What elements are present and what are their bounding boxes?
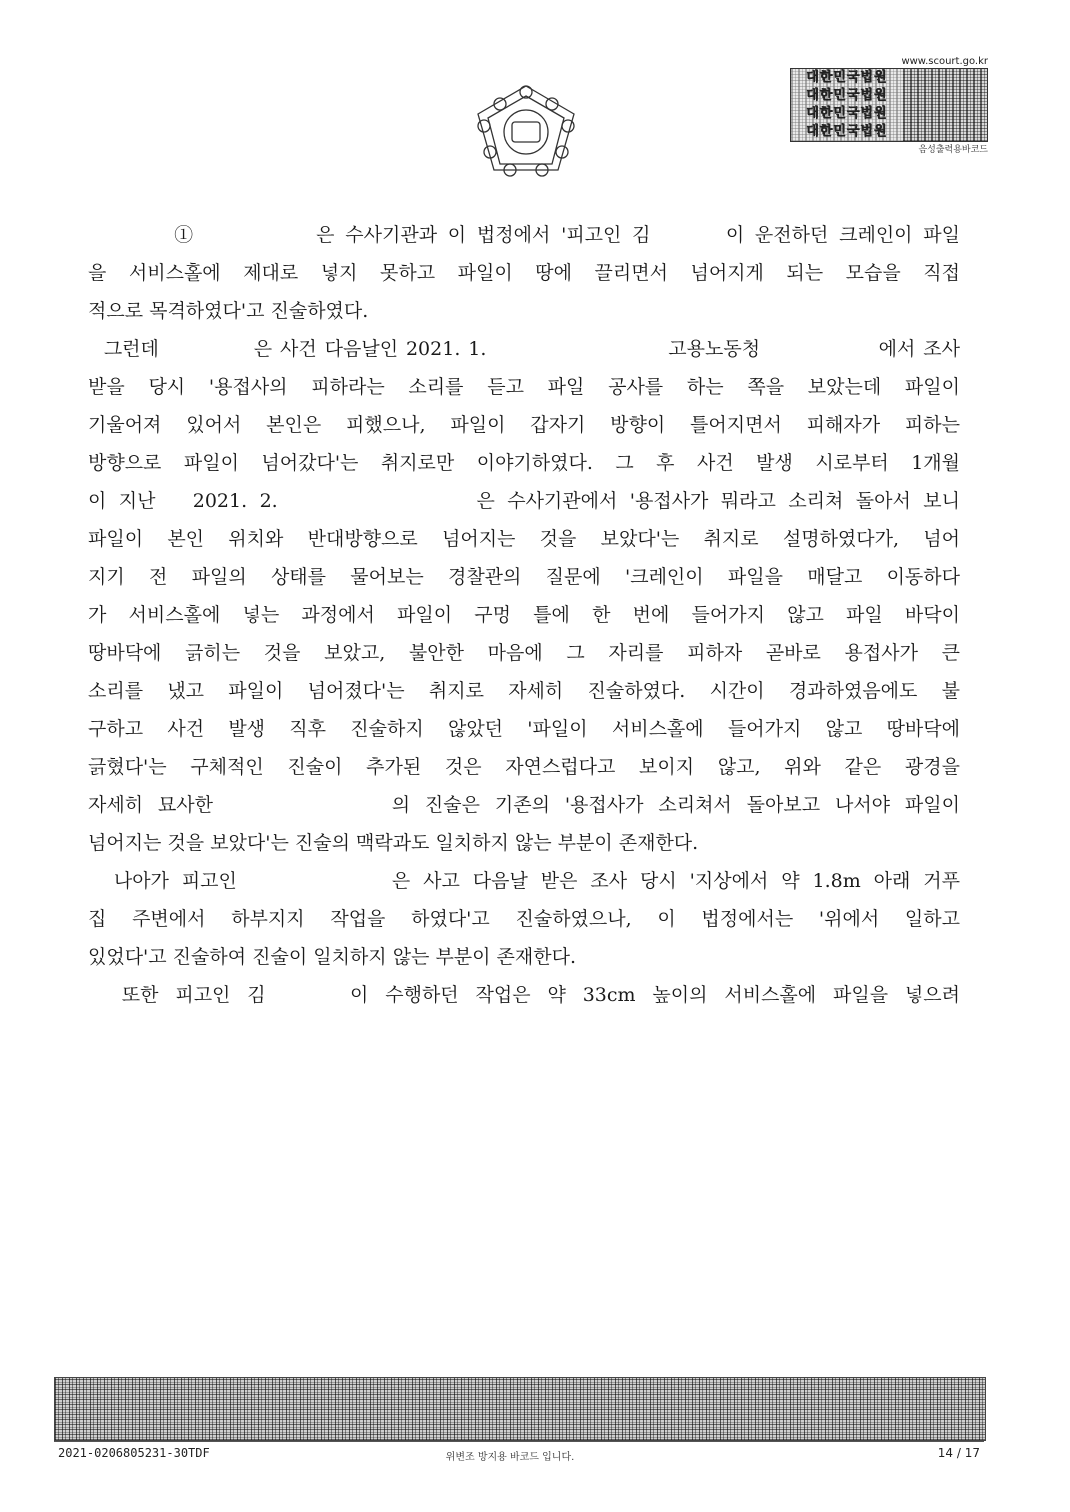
page-number: 14 / 17 xyxy=(937,1446,980,1460)
text-line: 긁혔다'는 구체적인 진술이 추가된 것은 자연스럽다고 보이지 않고, 위와 같은 광경을 xyxy=(88,756,960,778)
text-line: 있었다'고 진술하여 진술이 일치하지 않는 부분이 존재한다. xyxy=(88,946,576,968)
text-line: 파일이 본인 위치와 반대방향으로 넘어지는 것을 보았다'는 취지로 설명하였다가, 넘어 xyxy=(88,528,960,550)
footer-divider xyxy=(54,1441,984,1442)
paragraph-witness-statement xyxy=(88,216,960,330)
court-seal-icon xyxy=(466,80,586,180)
text-line: 소리를 냈고 파일이 넘어졌다'는 취지로 자세히 진술하였다. 시간이 경과하였음에도 불 xyxy=(88,680,960,702)
text-line: 자세히 묘사한 의 진술은 기존의 '용접사가 소리쳐서 돌아보고 나서야 파일이 xyxy=(88,794,960,816)
forgery-note: 위변조 방지용 바코드 입니다. xyxy=(445,1452,575,1463)
qr-watermark-line: 대한민국법원 xyxy=(806,88,888,103)
text-line: 지기 전 파일의 상태를 물어보는 경찰관의 질문에 '크레인이 파일을 매달고 이동하다 xyxy=(88,566,960,588)
qr-watermark xyxy=(791,69,903,141)
text-line: 집 주변에서 하부지지 작업을 하였다'고 진술하였으나, 이 법정에서는 '위에서 일하고 xyxy=(88,908,960,930)
paragraph-work-description xyxy=(88,976,960,1014)
anti-forgery-barcode xyxy=(54,1377,986,1441)
text-line: 기울어져 있어서 본인은 피했으나, 파일이 갑자기 방향이 틀어지면서 피해자가 피하는 xyxy=(88,414,960,436)
voice-output-qr-code xyxy=(790,68,988,142)
text-line: 방향으로 파일이 넘어갔다'는 취지로만 이야기하였다. 그 후 사건 발생 시로부터 1개월 xyxy=(88,452,960,474)
qr-watermark-line: 대한민국법원 xyxy=(806,70,888,85)
qr-watermark-line: 대한민국법원 xyxy=(806,106,888,121)
text-line: 그런데 은 사건 다음날인 2021. 1. 고용노동청 에서 조사 xyxy=(88,338,960,360)
text-line: 넘어지는 것을 보았다'는 진술의 맥락과도 일치하지 않는 부분이 존재한다. xyxy=(88,832,699,854)
qr-caption: 음성출력용바코드 xyxy=(918,145,988,155)
text-line: 가 서비스홀에 넣는 과정에서 파일이 구멍 틀에 한 번에 들어가지 않고 파일 바닥이 xyxy=(88,604,960,626)
text-line: 땅바닥에 긁히는 것을 보았고, 불안한 마음에 그 자리를 피하자 곧바로 용접사가 큰 xyxy=(88,642,960,664)
text-line: 받을 당시 '용접사의 피하라는 소리를 듣고 파일 공사를 하는 쪽을 보았는데 파일이 xyxy=(88,376,960,398)
text-line: ① 은 수사기관과 이 법정에서 '피고인 김 이 운전하던 크레인이 파일 xyxy=(88,224,960,246)
text-line: 이 지난 2021. 2. 은 수사기관에서 '용접사가 뭐라고 소리쳐 돌아서 보니 xyxy=(88,490,960,512)
document-id: 2021-0206805231-30TDF xyxy=(58,1446,210,1460)
site-url: www.scourt.go.kr xyxy=(901,56,988,67)
text-line: 을 서비스홀에 제대로 넣지 못하고 파일이 땅에 끌리면서 넘어지게 되는 모습을 직접 xyxy=(88,262,960,284)
paragraph-defendant-statement xyxy=(88,862,960,976)
qr-watermark-line: 대한민국법원 xyxy=(806,124,888,139)
paragraph-inconsistency xyxy=(88,330,960,862)
text-line: 또한 피고인 김 이 수행하던 작업은 약 33cm 높이의 서비스홀에 파일을 넣으려 xyxy=(88,984,960,1006)
document-body xyxy=(88,216,960,1014)
text-line: 구하고 사건 발생 직후 진술하지 않았던 '파일이 서비스홀에 들어가지 않고 땅바닥에 xyxy=(88,718,960,740)
text-line: 적으로 목격하였다'고 진술하였다. xyxy=(88,300,369,322)
text-line: 나아가 피고인 은 사고 다음날 받은 조사 당시 '지상에서 약 1.8m 아래 거푸 xyxy=(88,870,960,892)
